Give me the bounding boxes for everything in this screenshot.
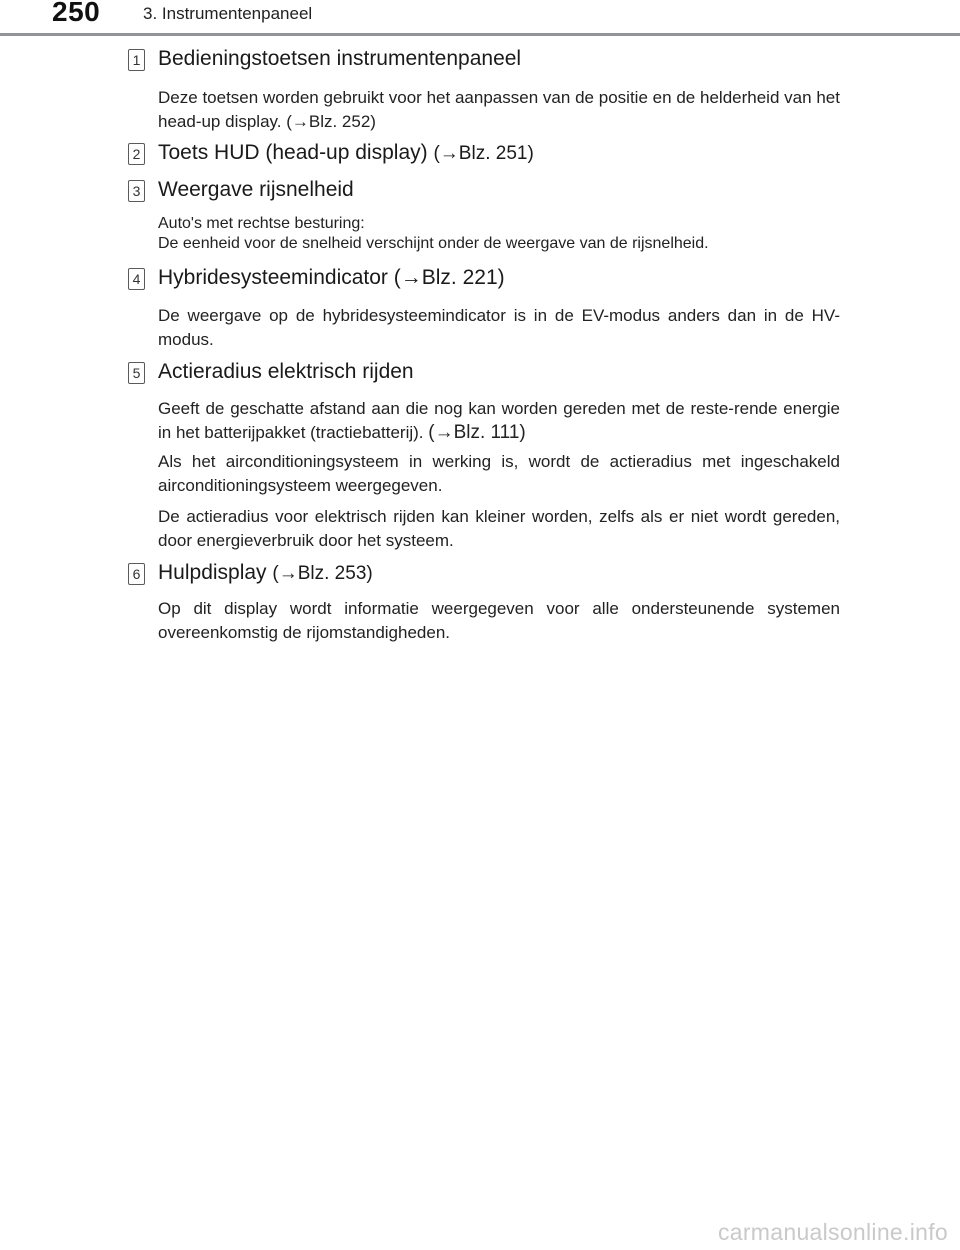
item-paragraph: Deze toetsen worden gebruikt voor het aanpassen van de positie en de helderheid van het head-up display. (→Blz. 252) (158, 88, 840, 131)
item-number-badge: 6 (128, 563, 145, 585)
item-paragraph: De weergave op de hybridesysteemindicator is in de EV-modus anders dan in de HV-modus. (158, 306, 840, 349)
chapter-title: 3. Instrumentenpaneel (143, 4, 313, 23)
item-paragraph: De actieradius voor elektrisch rijden kan kleiner worden, zelfs als er niet wordt gereden, door energieverbruik door het systeem. (158, 507, 840, 550)
item-paragraph-text: Geeft de geschatte afstand aan die nog kan worden gereden met de reste-rende energie in het batterijpakket (tractiebatterij). (158, 399, 840, 442)
item-heading: Toets HUD (head-up display) (158, 141, 428, 164)
watermark: carmanualsonline.info (717, 1219, 948, 1245)
item-heading: Hulpdisplay (158, 561, 267, 584)
page-reference: (→Blz. 111) (428, 422, 526, 443)
item-number-badge: 4 (128, 268, 145, 290)
item-heading: Weergave rijsnelheid (158, 178, 354, 201)
page-reference: (→Blz. 253) (272, 563, 373, 584)
item-heading: Actieradius elektrisch rijden (158, 360, 414, 383)
item-number-badge: 2 (128, 143, 145, 165)
page-number: 250 (52, 0, 101, 27)
item-heading: Hybridesysteemindicator (→Blz. 221) (158, 266, 505, 289)
item-number-badge: 3 (128, 180, 145, 202)
item-number-badge: 1 (128, 49, 145, 71)
item-number-badge: 5 (128, 362, 145, 384)
item-heading-line (158, 141, 534, 165)
item-paragraph: Op dit display wordt informatie weergegeven voor alle ondersteunende systemen overeenkomstig de rijomstandigheden. (158, 599, 840, 642)
item-heading-line (158, 561, 373, 585)
page-reference: (→Blz. 251) (433, 143, 534, 164)
header-divider (0, 33, 960, 36)
item-paragraph: De eenheid voor de snelheid verschijnt onder de weergave van de rijsnelheid. (158, 235, 709, 252)
item-paragraph (158, 397, 840, 445)
item-paragraph: Als het airconditioningsysteem in werking is, wordt de actieradius met ingeschakeld airconditioningsysteem weergegeven. (158, 452, 840, 495)
item-heading: Bedieningstoetsen instrumentenpaneel (158, 47, 522, 70)
item-paragraph: Auto's met rechtse besturing: (158, 215, 365, 232)
